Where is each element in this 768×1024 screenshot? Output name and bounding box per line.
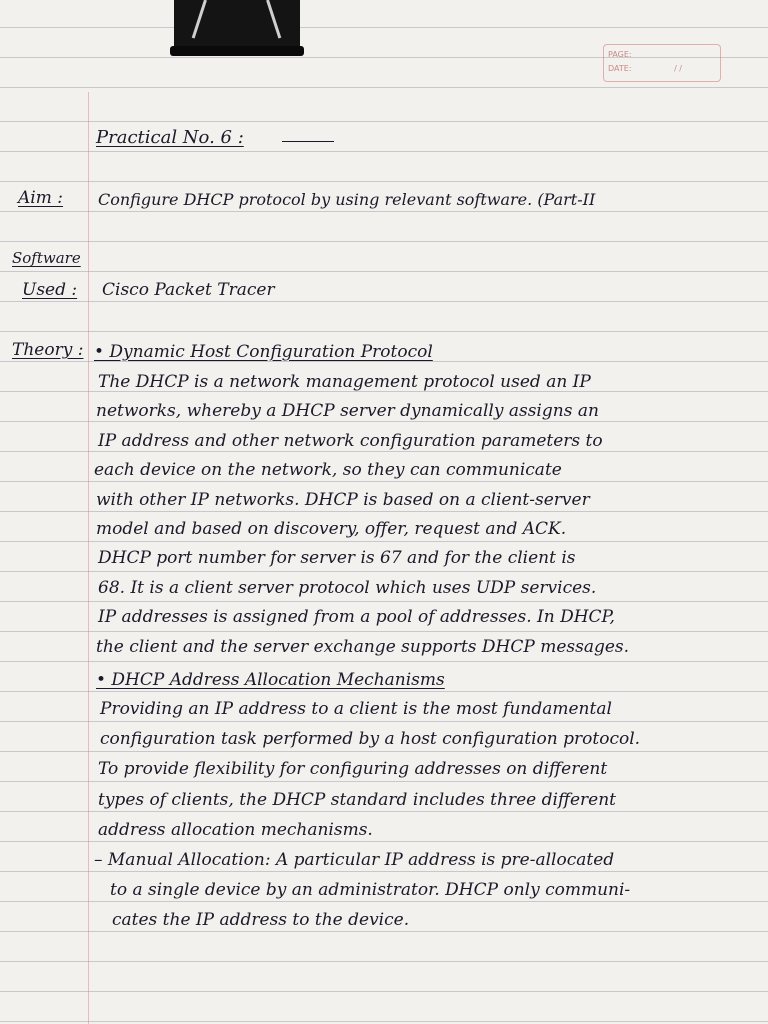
section1-line: DHCP port number for server is 67 and for the client is xyxy=(98,548,576,569)
section2-line: To provide flexibility for configuring addresses on different xyxy=(98,759,608,780)
section1-line: IP addresses is assigned from a pool of addresses. In DHCP, xyxy=(98,607,615,628)
section1-line: with other IP networks. DHCP is based on a client-server xyxy=(96,489,590,510)
clip-wire-right xyxy=(266,0,281,39)
theory-label: Theory : xyxy=(12,340,84,360)
section2-line: configuration task performed by a host configuration protocol. xyxy=(100,729,641,750)
section1-line: model and based on discovery, offer, request and ACK. xyxy=(96,519,567,539)
section1-line: 68. It is a client server protocol which uses UDP services. xyxy=(98,577,597,598)
clip-wire-left xyxy=(192,0,207,39)
aim-label: Aim : xyxy=(18,188,63,208)
section2-line: – Manual Allocation: A particular IP address is pre-allocated xyxy=(94,850,615,870)
used-label: Used : xyxy=(22,280,78,300)
software-text: Cisco Packet Tracer xyxy=(102,280,275,300)
practical-heading: Practical No. 6 : xyxy=(96,127,244,148)
section1-line: IP address and other network configuration parameters to xyxy=(98,430,603,451)
aim-text: Configure DHCP protocol by using relevant software. (Part-II xyxy=(98,190,596,209)
binder-clip xyxy=(174,0,300,56)
section2-line: types of clients, the DHCP standard includes three different xyxy=(98,789,617,810)
clip-base xyxy=(170,46,304,56)
date-label: DATE: xyxy=(608,64,632,73)
page-date-box xyxy=(603,44,721,82)
date-row xyxy=(608,64,682,73)
margin-line xyxy=(88,92,89,1024)
software-label: Software xyxy=(12,249,81,267)
section1-line: networks, whereby a DHCP server dynamically assigns an xyxy=(96,401,599,422)
section1-line: each device on the network, so they can communicate xyxy=(94,460,562,481)
heading-rule xyxy=(282,141,334,142)
section2-line: address allocation mechanisms. xyxy=(98,819,373,840)
section2-line: to a single device by an administrator. DHCP only communi- xyxy=(110,880,631,901)
section1-title: • Dynamic Host Configuration Protocol xyxy=(94,342,433,362)
section1-line: The DHCP is a network management protocol used an IP xyxy=(98,372,591,392)
date-value: / / xyxy=(674,64,682,73)
section1-line: the client and the server exchange supports DHCP messages. xyxy=(96,636,630,657)
section2-line: Providing an IP address to a client is the most fundamental xyxy=(100,699,612,719)
section2-title: • DHCP Address Allocation Mechanisms xyxy=(96,670,445,690)
page-label: PAGE: xyxy=(608,50,632,59)
section2-line: cates the IP address to the device. xyxy=(112,910,410,931)
